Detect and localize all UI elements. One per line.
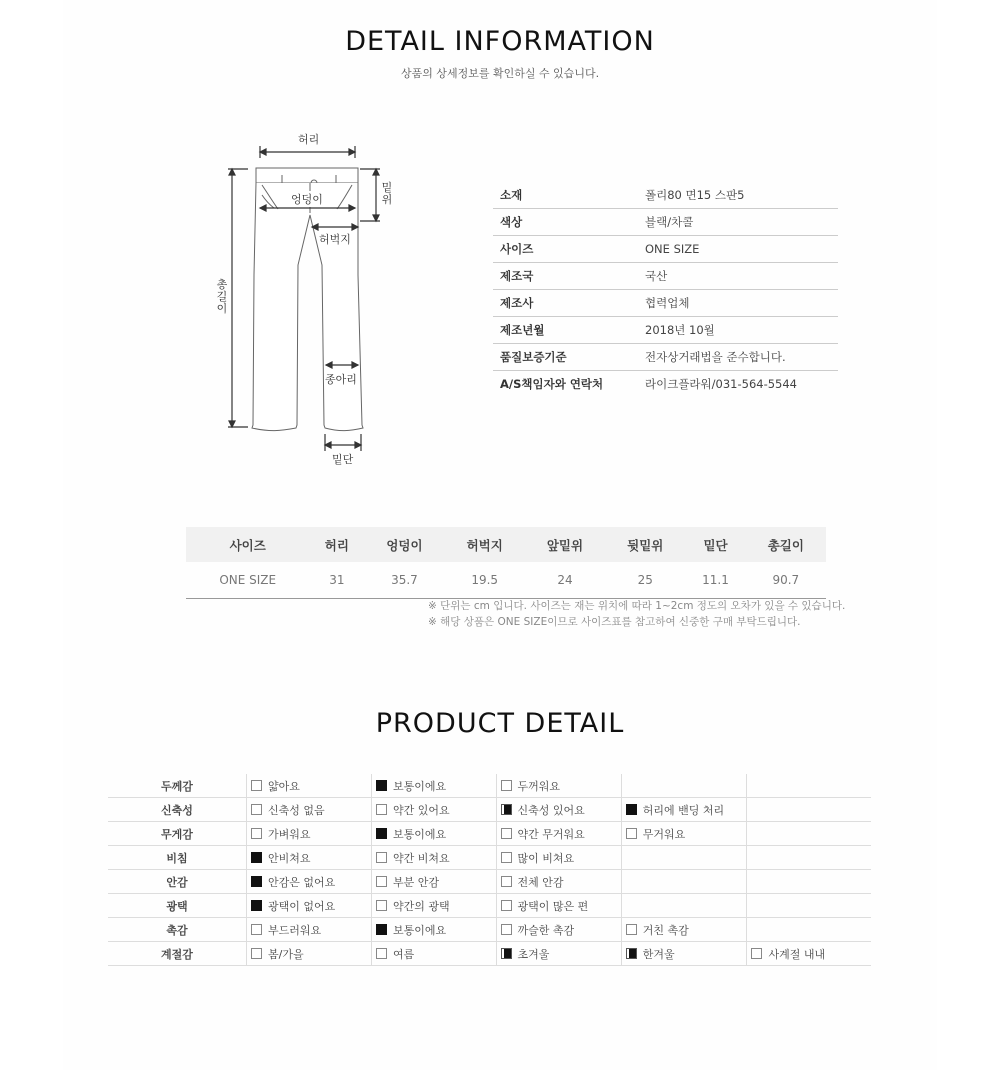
checkbox-filled-icon (501, 948, 512, 959)
checkbox-empty-icon (376, 804, 387, 815)
info-key: 제조사 (500, 296, 534, 310)
size-cell: 24 (525, 562, 605, 599)
product-detail-option (247, 918, 372, 942)
checkbox-empty-icon (501, 876, 512, 887)
checkbox-filled-icon (626, 948, 637, 959)
checkbox-filled-icon (376, 828, 387, 839)
size-cell: 25 (605, 562, 685, 599)
product-detail-row (108, 870, 871, 894)
product-detail-label: 신축성 (108, 798, 247, 822)
product-detail-label: 비침 (108, 846, 247, 870)
product-detail-label: 광택 (108, 894, 247, 918)
product-detail-row (108, 846, 871, 870)
product-detail-row (108, 822, 871, 846)
checkbox-filled-icon (251, 852, 262, 863)
product-detail-option (496, 894, 621, 918)
product-detail-option-text: 전체 안감 (517, 875, 564, 889)
product-detail-option-text: 신축성 없음 (268, 803, 325, 817)
info-key: A/S책임자와 연락처 (500, 377, 604, 391)
size-header-cell: 총길이 (746, 527, 826, 562)
info-key: 품질보증기준 (500, 350, 567, 364)
product-detail-option (747, 894, 871, 918)
info-row (493, 317, 838, 344)
product-detail-option-text: 여름 (393, 947, 415, 961)
product-detail-row (108, 774, 871, 798)
size-header-cell: 허벅지 (445, 527, 525, 562)
size-cell: 11.1 (685, 562, 745, 599)
product-detail-option (747, 798, 871, 822)
product-detail-option-text: 보통이에요 (393, 923, 447, 937)
info-row (493, 290, 838, 317)
product-detail-label: 두께감 (108, 774, 247, 798)
product-detail-option (621, 798, 747, 822)
info-key: 사이즈 (500, 242, 534, 256)
checkbox-empty-icon (251, 780, 262, 791)
checkbox-empty-icon (501, 852, 512, 863)
info-row (493, 236, 838, 263)
product-detail-option (372, 894, 496, 918)
checkbox-filled-icon (251, 900, 262, 911)
checkbox-empty-icon (251, 948, 262, 959)
checkbox-empty-icon (376, 876, 387, 887)
product-detail-option-text: 얇아요 (268, 779, 300, 793)
info-key: 소재 (500, 188, 523, 202)
checkbox-filled-icon (376, 924, 387, 935)
checkbox-filled-icon (251, 876, 262, 887)
product-detail-option (372, 846, 496, 870)
checkbox-filled-icon (626, 804, 637, 815)
info-value: ONE SIZE (645, 242, 700, 256)
product-detail-option-text: 안감은 없어요 (268, 875, 336, 889)
size-header-cell: 사이즈 (186, 527, 309, 562)
product-info-table (493, 182, 838, 397)
info-row (493, 371, 838, 397)
product-detail-option (621, 870, 747, 894)
product-detail-option (747, 774, 871, 798)
product-detail-option-text: 많이 비쳐요 (517, 851, 575, 865)
product-detail-option (621, 918, 747, 942)
product-detail-option (247, 942, 372, 966)
info-row (493, 263, 838, 290)
product-detail-option-text: 한겨울 (642, 947, 675, 961)
product-detail-option-text: 부드러워요 (268, 923, 322, 937)
info-value: 협력업체 (645, 296, 690, 310)
checkbox-empty-icon (251, 924, 262, 935)
checkbox-empty-icon (251, 828, 262, 839)
checkbox-filled-icon (501, 804, 512, 815)
product-detail-option (496, 870, 621, 894)
product-detail-option (496, 918, 621, 942)
product-detail-option (247, 822, 372, 846)
product-detail-option (747, 870, 871, 894)
size-table-row (186, 562, 826, 599)
product-detail-option (372, 774, 496, 798)
product-detail-option (621, 774, 747, 798)
checkbox-empty-icon (501, 828, 512, 839)
info-value: 라이크플라워/031-564-5544 (645, 377, 797, 391)
info-row (493, 209, 838, 236)
info-key: 색상 (500, 215, 523, 229)
product-detail-option-text: 거친 촉감 (642, 923, 689, 937)
pants-measurement-diagram (200, 125, 393, 475)
label-thigh: 허벅지 (319, 233, 351, 246)
product-detail-option (496, 774, 621, 798)
product-detail-option (372, 822, 496, 846)
size-table (186, 527, 826, 599)
info-value: 블랙/차콜 (645, 215, 694, 229)
product-detail-option-text: 초겨울 (517, 947, 550, 961)
info-value: 폴리80 면15 스판5 (645, 188, 745, 202)
checkbox-empty-icon (501, 900, 512, 911)
size-header-cell: 뒷밑위 (605, 527, 685, 562)
info-key: 제조년월 (500, 323, 545, 337)
size-table-header (186, 527, 826, 562)
product-detail-option (247, 894, 372, 918)
info-key: 제조국 (500, 269, 534, 283)
size-header-cell: 허리 (309, 527, 364, 562)
product-detail-option (372, 798, 496, 822)
product-detail-option-text: 사계절 내내 (768, 947, 826, 961)
product-detail-label: 촉감 (108, 918, 247, 942)
checkbox-empty-icon (376, 948, 387, 959)
product-detail-option-text: 가벼워요 (268, 827, 311, 841)
product-detail-label: 계절감 (108, 942, 247, 966)
product-detail-option-text: 광택이 많은 편 (517, 899, 589, 913)
product-detail-label: 안감 (108, 870, 247, 894)
checkbox-empty-icon (376, 900, 387, 911)
detail-information-subtitle: 상품의 상세정보를 확인하실 수 있습니다. (400, 67, 600, 80)
checkbox-empty-icon (626, 828, 637, 839)
product-detail-option (621, 822, 747, 846)
product-detail-option (621, 846, 747, 870)
label-hem: 밑단 (332, 453, 354, 466)
checkbox-empty-icon (376, 852, 387, 863)
product-detail-option-text: 약간 있어요 (393, 803, 450, 817)
product-detail-option-text: 보통이에요 (393, 779, 447, 793)
product-detail-option-text: 무거워요 (642, 827, 686, 841)
size-header-cell: 엉덩이 (364, 527, 444, 562)
product-detail-option (496, 846, 621, 870)
product-detail-option (621, 894, 747, 918)
product-detail-option (372, 942, 496, 966)
product-detail-option (247, 774, 372, 798)
label-total-length: 총길이 (216, 278, 228, 315)
product-detail-option-text: 허리에 밴딩 처리 (642, 803, 725, 817)
product-detail-row (108, 798, 871, 822)
info-value: 전자상거래법을 준수합니다. (645, 350, 786, 364)
checkbox-empty-icon (626, 924, 637, 935)
product-detail-option (372, 918, 496, 942)
product-detail-option (496, 822, 621, 846)
product-detail-row (108, 894, 871, 918)
product-detail-row (108, 942, 871, 966)
product-detail-label: 무게감 (108, 822, 247, 846)
product-detail-option-text: 약간 비쳐요 (393, 851, 450, 865)
detail-information-title: DETAIL INFORMATION (345, 26, 655, 57)
product-detail-option-text: 안비쳐요 (268, 851, 311, 865)
checkbox-filled-icon (376, 780, 387, 791)
checkbox-empty-icon (501, 780, 512, 791)
product-detail-title: PRODUCT DETAIL (375, 708, 625, 739)
product-detail-option-text: 보통이에요 (393, 827, 447, 841)
label-hip: 엉덩이 (291, 193, 323, 206)
size-cell: 35.7 (364, 562, 444, 599)
product-detail-option (496, 942, 621, 966)
checkbox-empty-icon (501, 924, 512, 935)
product-detail-option (747, 822, 871, 846)
product-detail-option (747, 918, 871, 942)
product-detail-row (108, 918, 871, 942)
product-detail-option-text: 봄/가을 (268, 947, 304, 961)
label-knee: 종아리 (325, 373, 357, 386)
product-detail-option-text: 약간의 광택 (393, 899, 450, 913)
size-note: ※ 단위는 cm 입니다. 사이즈는 재는 위치에 따라 1~2cm 정도의 오차가 있을 수 있습니다. (428, 600, 846, 612)
size-cell: 31 (309, 562, 364, 599)
product-detail-option (496, 798, 621, 822)
product-detail-option-text: 부분 안감 (393, 875, 440, 889)
product-detail-option-text: 약간 무거워요 (517, 827, 585, 841)
size-cell: 19.5 (445, 562, 525, 599)
size-header-cell: 밑단 (685, 527, 745, 562)
size-header-cell: 앞밑위 (525, 527, 605, 562)
product-detail-option-text: 신축성 있어요 (517, 803, 585, 817)
product-detail-option (247, 798, 372, 822)
size-note: ※ 해당 상품은 ONE SIZE이므로 사이즈표를 참고하여 신중한 구매 부탁드립니다. (428, 616, 801, 628)
label-waist: 허리 (298, 133, 320, 146)
product-detail-option-text: 까슬한 촉감 (517, 923, 575, 937)
product-detail-option (747, 846, 871, 870)
product-detail-option-text: 광택이 없어요 (268, 899, 336, 913)
info-value: 2018년 10월 (645, 323, 715, 337)
product-detail-option (247, 870, 372, 894)
info-value: 국산 (645, 269, 668, 283)
label-rise: 밑위 (381, 181, 393, 206)
info-row (493, 182, 838, 209)
info-row (493, 344, 838, 371)
checkbox-empty-icon (751, 948, 762, 959)
size-cell: 90.7 (746, 562, 826, 599)
product-detail-option (747, 942, 871, 966)
product-detail-option (621, 942, 747, 966)
checkbox-empty-icon (251, 804, 262, 815)
product-detail-table (108, 774, 871, 966)
product-detail-option (372, 870, 496, 894)
product-detail-option (247, 846, 372, 870)
product-detail-option-text: 두꺼워요 (517, 779, 561, 793)
size-cell: ONE SIZE (186, 562, 309, 599)
